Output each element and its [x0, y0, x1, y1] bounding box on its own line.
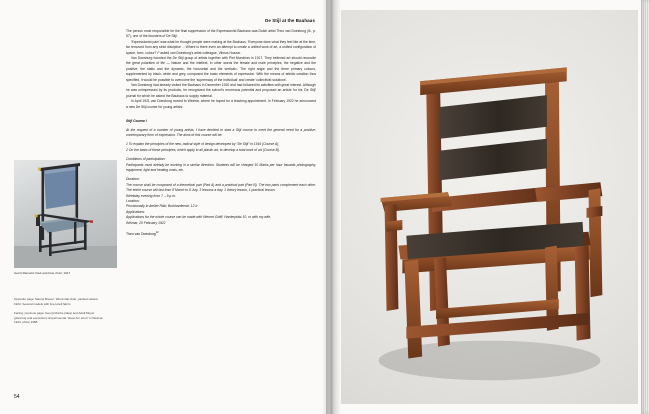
applications-heading: Applications: [126, 209, 145, 214]
page-number: 54 [14, 394, 20, 400]
conditions-text: Participants must already be working in a similar direction. Students will be charged 10 Marks per hour towards photography, equipment, light and heating costs, etc. [126, 162, 316, 173]
course-aim-1: 1 To explain the principles of the new, radical style of design developed by “De Stijl” in 1916 (Course A); [126, 142, 280, 147]
applications-text: Applications for the whole course can be made with Werner Gräff, Harderplatz 10, or with my wife, [126, 215, 272, 220]
location-text: Provisionally in Atelier Räkl, Burkhardenstr. 12 b [126, 204, 198, 209]
left-page-columns [14, 18, 320, 400]
course-aim-2: 2 On the basis of these principles, which apply to all plastic art, to develop a total work of art (Course B). [126, 147, 280, 152]
location-heading: Location: [126, 199, 140, 204]
left-column [14, 18, 117, 400]
section-title: Stijl Course I [126, 119, 147, 124]
running-head: De Stijl at the Bauhaus [265, 18, 315, 23]
paragraph-3: Van Doesburg founded the De Stijl group of artists together with Piet Mondrian in 1917. They believed art should reconcile the great polarities of life — Nature and the intellect, in other words the female and male principles, the negative and the positive, the static and the dynamic, the horizontal and the vertical¹¹. The right angle and the three primary colours, supplemented by black, white and grey, composed the basic elements of expression. With the means of artistic creation thus specified, it would be possible to overcome the 'supremacy of the individual' and create 'collectivist solutions'. [126, 56, 316, 82]
paragraph-5: In April 1921 van Doesburg moved to Weimar, where he hoped for a teaching appointment. In February 1922 he announced a new De Stijl course for young artists: [126, 99, 316, 109]
course-intro: At the request of a number of young artists, I have decided to start a Stijl course to meet the general need for a positive, contemporary form of expression. The aims of this course will be: [126, 127, 316, 138]
body-text [126, 29, 316, 238]
paragraph-2: 'Expressionist pain' was what he thought people were making at the Bauhaus. 'Everyone does what they feel like at the time, far removed from any strict discipline ... Where is there even an attempt to create a unified work of art, a unified configuration of space, form, colour?'¹⁰ asked van Doesburg's artist colleague, Vilmos Huszar. [126, 39, 316, 55]
right-page [332, 0, 650, 414]
breuer-slat-chair-illustration [341, 10, 638, 404]
credit-line-2: Facing, previous page: Georg Muche (idea) and Adolf Meyer (planning and execution): Experimental “Haus Am Horn” in Weimar, 1923, photo 1988. [14, 311, 104, 325]
rietveld-chair-illustration [14, 160, 117, 268]
rietveld-chair-photo [14, 160, 117, 268]
signature-name: Theo van Doesburg [126, 232, 156, 237]
signature [126, 231, 316, 238]
paragraph-1: The person most responsible for the final suppression of the Expressionist Bauhaus was Dutch artist Theo van Doesburg (ill., p. 57), one of the founders of De Stijl. [126, 29, 316, 39]
breuer-chair-plate [341, 10, 638, 404]
right-column [126, 18, 316, 400]
photo-credits [14, 297, 106, 330]
credit-line-1: Opposite page: Marcel Breuer: Wood slat chair, painted variant, 1924. Several models with linen-belt fabric. [14, 297, 99, 306]
signature-footnote: 12 [155, 231, 159, 235]
conditions-heading: Conditions of participation: [126, 157, 166, 162]
spacer [126, 110, 316, 114]
figure-caption: Gerrit Rietveld: Red-and-blue chair, 1917 [14, 271, 71, 275]
page-edges [641, 0, 650, 414]
duration-text: The course shall be composed of a theoretical part (Part A) and a practical part (Part B). The two parts complement each other. The entire course will last from 8 March to 8 July. 3 lessons a day. 1 theory lesson, 1 practical lesson. [126, 182, 316, 193]
paragraph-4: Van Doesburg had already visited the Bauhaus in December 1920 and had followed its activities with great interest. Although he was unimpressed by its products, he recognized the school's enormous potential and proposed an article for his 'De Stijl' journal for which he asked the Bauhaus to supply material. [126, 83, 316, 98]
dateline: Weimar, 20 February 1922 [126, 220, 166, 225]
duration-heading: Duration: [126, 177, 140, 182]
rietveld-chair-figure [14, 160, 117, 275]
weekly-hours: Weekday evening from 7 – 9 p.m. [126, 193, 176, 198]
